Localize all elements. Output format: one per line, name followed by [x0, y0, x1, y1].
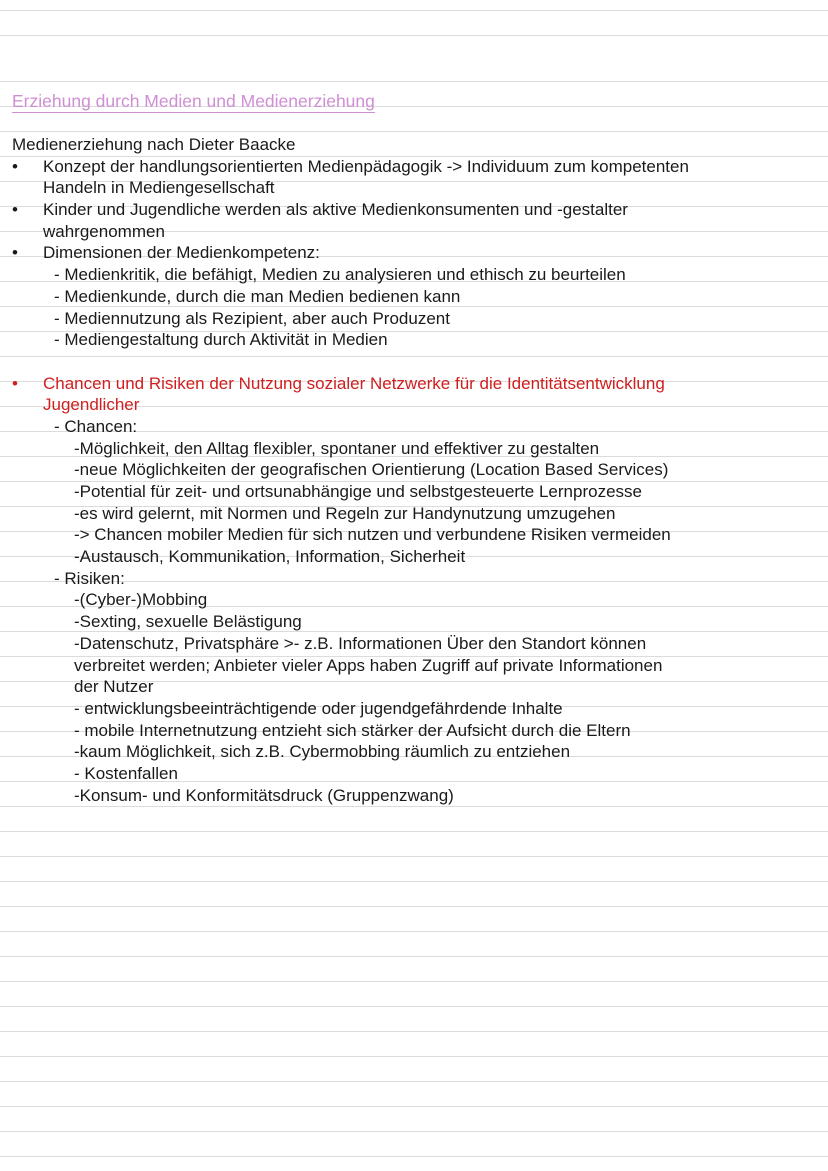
- chancen-item: -neue Möglichkeiten der geografischen Orientierung (Location Based Services): [74, 460, 669, 480]
- risiken-item: -Sexting, sexuelle Belästigung: [74, 612, 302, 632]
- bullet-dot: •: [12, 156, 18, 176]
- bullet-text: Konzept der handlungsorientierten Medienpädagogik -> Individuum zum kompetenten: [43, 156, 689, 176]
- bullet-continuation: [12, 221, 812, 243]
- bullet-text: Handeln in Mediengesellschaft: [43, 178, 275, 198]
- risiken-item: -kaum Möglichkeit, sich z.B. Cybermobbing räumlich zu entziehen: [74, 742, 571, 762]
- bullet-line: [12, 156, 812, 178]
- red-heading-text: Chancen und Risiken der Nutzung sozialer Netzwerke für die Identitätsentwicklung: [43, 373, 665, 393]
- chancen-heading: - Chancen:: [54, 416, 138, 436]
- blank-line: [12, 351, 812, 373]
- sub-item: - Mediennutzung als Rezipient, aber auch Produzent: [54, 308, 450, 328]
- bullet-line: [12, 373, 812, 395]
- sub-item: - Medienkunde, durch die man Medien bedienen kann: [54, 286, 461, 306]
- bullet-item: [12, 199, 812, 242]
- bullet-dot: •: [12, 373, 18, 393]
- chancen-item: -> Chancen mobiler Medien für sich nutzen und verbundene Risiken vermeiden: [74, 525, 671, 545]
- section-heading: Medienerziehung nach Dieter Baacke: [12, 135, 296, 154]
- risiken-item: -(Cyber-)Mobbing: [74, 590, 208, 610]
- risiken-item: - mobile Internetnutzung entzieht sich stärker der Aufsicht durch die Eltern: [74, 720, 631, 740]
- sub-item: - Medienkritik, die befähigt, Medien zu analysieren und ethisch zu beurteilen: [54, 265, 626, 285]
- bullet-continuation: [12, 177, 812, 199]
- risiken-heading: - Risiken:: [54, 568, 125, 588]
- chancen-item: -Austausch, Kommunikation, Information, Sicherheit: [74, 547, 466, 567]
- page-title: Erziehung durch Medien und Medienerziehung: [12, 91, 375, 111]
- risiken-item: der Nutzer: [74, 677, 154, 697]
- risiken-item: -Datenschutz, Privatsphäre >- z.B. Informationen Über den Standort können: [74, 633, 647, 653]
- bullet-text: Dimensionen der Medienkompetenz:: [43, 243, 320, 263]
- bullet-dot: •: [12, 200, 18, 220]
- bullet-continuation: [12, 394, 812, 416]
- bullet-line: [12, 199, 812, 221]
- red-bullet-item: [12, 373, 812, 416]
- sub-item: - Mediengestaltung durch Aktivität in Medien: [54, 330, 388, 350]
- bullet-text: wahrgenommen: [43, 221, 165, 241]
- risiken-section: [12, 568, 812, 807]
- bullet-item: [12, 156, 812, 199]
- bullet-item: [12, 242, 812, 350]
- risiken-item: verbreitet werden; Anbieter vieler Apps haben Zugriff auf private Informationen: [74, 655, 663, 675]
- bullet-line: [12, 242, 812, 264]
- chancen-section: [12, 416, 812, 568]
- bullet-dot: •: [12, 243, 18, 263]
- chancen-item: -es wird gelernt, mit Normen und Regeln zur Handynutzung umzugehen: [74, 503, 616, 523]
- risiken-item: - Kostenfallen: [74, 763, 178, 783]
- note-content: [12, 134, 812, 806]
- chancen-item: -Möglichkeit, den Alltag flexibler, spontaner und effektiver zu gestalten: [74, 438, 600, 458]
- risiken-item: - entwicklungsbeeinträchtigende oder jugendgefährdende Inhalte: [74, 698, 563, 718]
- red-heading-text: Jugendlicher: [43, 395, 140, 415]
- risiken-item: -Konsum- und Konformitätsdruck (Gruppenzwang): [74, 785, 454, 805]
- bullet-text: Kinder und Jugendliche werden als aktive Medienkonsumenten und -gestalter: [43, 200, 628, 220]
- chancen-item: -Potential für zeit- und ortsunabhängige und selbstgesteuerte Lernprozesse: [74, 482, 642, 501]
